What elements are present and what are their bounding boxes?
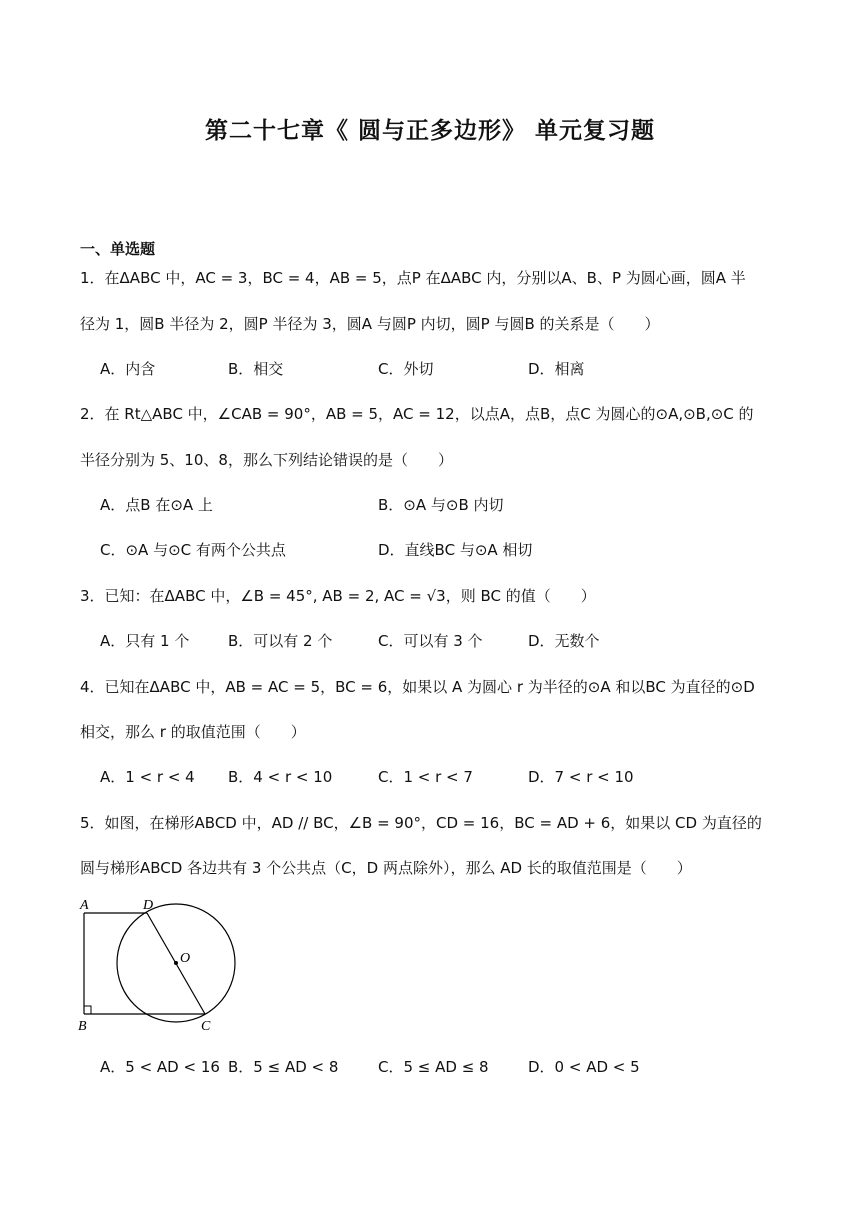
q1-option-b[interactable]: B．相交 <box>228 360 284 378</box>
q2-line-2: 半径分别为 5、10、8，那么下列结论错误的是（ ） <box>80 451 453 469</box>
q1-line-1: 1．在ΔABC 中，AC = 3，BC = 4，AB = 5，点P 在ΔABC 内，分别以A、B、P 为圆心画，圆A 半 <box>80 269 746 287</box>
q5-option-b[interactable]: B．5 ≤ AD < 8 <box>228 1058 339 1076</box>
q3-line-1: 3．已知：在ΔABC 中，∠B = 45°, AB = 2, AC = √3，则 BC 的值（ ） <box>80 587 596 605</box>
page-title: 第二十七章《 圆与正多边形》 单元复习题 <box>204 118 655 144</box>
q2-option-b[interactable]: B．⊙A 与⊙B 内切 <box>378 496 504 514</box>
label-c: C <box>201 1019 211 1034</box>
q1-option-a[interactable]: A．内含 <box>100 360 156 378</box>
q2-line-1: 2．在 Rt△ABC 中，∠CAB = 90°，AB = 5，AC = 12，以点A，点B，点C 为圆心的⊙A,⊙B,⊙C 的 <box>80 405 754 423</box>
q4-line-2: 相交，那么 r 的取值范围（ ） <box>80 723 306 741</box>
q2-option-a[interactable]: A．点B 在⊙A 上 <box>100 496 213 514</box>
q5-line-2: 圆与梯形ABCD 各边共有 3 个公共点（C，D 两点除外），那么 AD 长的取值范围是（ ） <box>80 859 692 877</box>
q5-line-1: 5．如图，在梯形ABCD 中，AD // BC，∠B = 90°，CD = 16，BC = AD + 6，如果以 CD 为直径的 <box>80 814 762 832</box>
trapezoid-circle-figure <box>76 893 246 1035</box>
section-heading: 一、单选题 <box>80 240 156 258</box>
q3-option-b[interactable]: B．可以有 2 个 <box>228 632 333 650</box>
q1-option-d[interactable]: D．相离 <box>528 360 585 378</box>
q5-option-a[interactable]: A．5 < AD < 16 <box>100 1058 220 1076</box>
q2-option-d[interactable]: D．直线BC 与⊙A 相切 <box>378 541 533 559</box>
q1-line-2: 径为 1，圆B 半径为 2，圆P 半径为 3，圆A 与圆P 内切，圆P 与圆B 的关系是（ ） <box>80 315 660 333</box>
q2-option-c[interactable]: C．⊙A 与⊙C 有两个公共点 <box>100 541 286 559</box>
q3-option-a[interactable]: A．只有 1 个 <box>100 632 190 650</box>
q4-option-b[interactable]: B．4 < r < 10 <box>228 768 333 786</box>
label-a: A <box>80 898 89 913</box>
q5-option-d[interactable]: D．0 < AD < 5 <box>528 1058 640 1076</box>
q1-option-c[interactable]: C．外切 <box>378 360 434 378</box>
q3-option-c[interactable]: C．可以有 3 个 <box>378 632 483 650</box>
q4-option-d[interactable]: D．7 < r < 10 <box>528 768 634 786</box>
label-o: O <box>180 951 191 966</box>
q3-option-d[interactable]: D．无数个 <box>528 632 600 650</box>
q4-option-c[interactable]: C．1 < r < 7 <box>378 768 473 786</box>
label-d: D <box>143 898 154 913</box>
q4-option-a[interactable]: A．1 < r < 4 <box>100 768 195 786</box>
label-b: B <box>78 1019 87 1034</box>
q4-line-1: 4．已知在ΔABC 中，AB = AC = 5，BC = 6，如果以 A 为圆心 r 为半径的⊙A 和以BC 为直径的⊙D <box>80 678 755 696</box>
q5-option-c[interactable]: C．5 ≤ AD ≤ 8 <box>378 1058 489 1076</box>
